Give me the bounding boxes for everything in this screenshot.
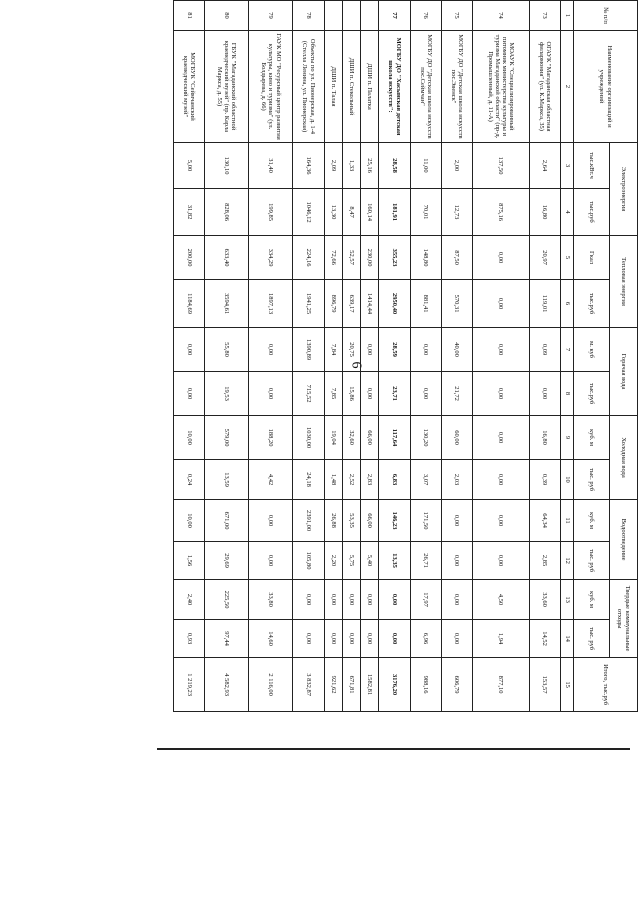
- value-cell: 13,35: [379, 542, 410, 580]
- header-cold-water: Холодная вода: [610, 416, 638, 500]
- value-cell: 26,71: [410, 542, 441, 580]
- org-name-cell: МОГБУ ДО "Хасынская детская школа искусств":: [379, 31, 410, 143]
- value-cell: 2,00: [441, 143, 472, 189]
- org-name-cell: МОГБУК "Сеймчанский краеведческий музей": [174, 31, 205, 143]
- value-cell: 16,80: [529, 189, 560, 236]
- value-cell: 33,60: [529, 580, 560, 620]
- value-cell: 0,00: [174, 328, 205, 372]
- org-name-cell: МОГБУ ДО "Детская школа искусств пос.Эвенск": [441, 31, 472, 143]
- footer-rule: [157, 748, 630, 750]
- value-cell: 0,00: [472, 280, 529, 328]
- value-cell: 3176,20: [379, 658, 410, 712]
- value-cell: 988,16: [410, 658, 441, 712]
- value-cell: 0,00: [342, 580, 360, 620]
- value-cell: 1941,25: [293, 280, 324, 328]
- value-cell: 0,00: [441, 500, 472, 542]
- value-cell: 0,00: [324, 620, 342, 658]
- value-cell: 2,09: [324, 143, 342, 189]
- column-number: 15: [561, 658, 574, 712]
- value-cell: 0,00: [249, 372, 293, 416]
- value-cell: 181,91: [379, 189, 410, 236]
- value-cell: 26,88: [324, 500, 342, 542]
- subheader-unit: тыс. руб: [574, 620, 610, 658]
- value-cell: 2 116,00: [249, 658, 293, 712]
- value-cell: 13,59: [205, 460, 249, 500]
- value-cell: 0,24: [174, 460, 205, 500]
- value-cell: 5,75: [342, 542, 360, 580]
- value-cell: 0,09: [529, 328, 560, 372]
- value-cell: 153,57: [529, 658, 560, 712]
- header-hot-water: Горячая вода: [610, 328, 638, 416]
- value-cell: 0,00: [293, 620, 324, 658]
- value-cell: 29,69: [205, 542, 249, 580]
- table-container: [173, 0, 638, 711]
- value-cell: 5,40: [361, 542, 379, 580]
- value-cell: 0,00: [529, 372, 560, 416]
- value-cell: 10,00: [174, 416, 205, 460]
- value-cell: 0,00: [361, 372, 379, 416]
- value-cell: 28,59: [379, 328, 410, 372]
- subheader-unit: Гкал: [574, 236, 610, 280]
- org-name-cell: МОАУК "Специализированный питомник министерства культуры и туризма Магаданской области" (пр-д. Промышленный, д. 11-А): [472, 31, 529, 143]
- value-cell: 87,50: [441, 236, 472, 280]
- subheader-unit: тыс.руб: [574, 280, 610, 328]
- value-cell: 0,00: [361, 620, 379, 658]
- org-name-cell: МОГБУ ДО "Детская школа искусств пос.Сеймчан": [410, 31, 441, 143]
- value-cell: 0,39: [529, 460, 560, 500]
- value-cell: 0,00: [441, 620, 472, 658]
- value-cell: 0,00: [410, 372, 441, 416]
- value-cell: 570,31: [441, 280, 472, 328]
- row-number: 75: [441, 1, 472, 31]
- header-electricity: Электроэнергия: [610, 143, 638, 236]
- table-row: [529, 1, 560, 712]
- value-cell: 11,00: [410, 143, 441, 189]
- value-cell: 0,00: [342, 620, 360, 658]
- value-cell: 4,50: [472, 580, 529, 620]
- row-number: 80: [205, 1, 249, 31]
- row-number: [342, 1, 360, 31]
- value-cell: 0,00: [472, 372, 529, 416]
- value-cell: 671,00: [205, 500, 249, 542]
- value-cell: 0,00: [472, 416, 529, 460]
- org-name-cell: ГБУК "Магаданский областной краеведческий музей" (пр. Карла Маркса, д. 55): [205, 31, 249, 143]
- row-number: [324, 1, 342, 31]
- value-cell: 633,40: [205, 236, 249, 280]
- row-number: 79: [249, 1, 293, 31]
- value-cell: 199,85: [249, 189, 293, 236]
- org-name-cell: ГАУК МО "Ресурсный центр развития культуры, кино и туризма" (ул. Болдырева, д. 66): [249, 31, 293, 143]
- column-number: 1: [561, 1, 574, 31]
- column-number: 14: [561, 620, 574, 658]
- value-cell: 0,00: [361, 328, 379, 372]
- value-cell: 2,03: [441, 460, 472, 500]
- value-cell: 2950,40: [379, 280, 410, 328]
- value-cell: 188,20: [249, 416, 293, 460]
- value-cell: 225,50: [205, 580, 249, 620]
- value-cell: 0,00: [249, 542, 293, 580]
- value-cell: 896,79: [324, 280, 342, 328]
- page-number: 6: [348, 361, 364, 369]
- org-name-cell: ДШИ п. Талая: [324, 31, 342, 143]
- org-name-cell: ДШИ п. Палатка: [361, 31, 379, 143]
- value-cell: 31,40: [249, 143, 293, 189]
- value-cell: 3594,61: [205, 280, 249, 328]
- value-cell: 0,00: [379, 580, 410, 620]
- value-cell: 160,14: [361, 189, 379, 236]
- column-number: 11: [561, 500, 574, 542]
- value-cell: 1582,81: [361, 658, 379, 712]
- table-row: [324, 1, 342, 712]
- value-cell: 6,83: [379, 460, 410, 500]
- value-cell: 21,72: [441, 372, 472, 416]
- value-cell: 1,56: [174, 542, 205, 580]
- subheader-unit: тыс. руб: [574, 542, 610, 580]
- value-cell: 164,36: [293, 143, 324, 189]
- org-name-cell: ДШИ п. Стекольный: [342, 31, 360, 143]
- value-cell: 72,66: [324, 236, 342, 280]
- value-cell: 0,00: [441, 542, 472, 580]
- value-cell: 52,57: [342, 236, 360, 280]
- value-cell: 17,97: [410, 580, 441, 620]
- value-cell: 0,00: [249, 500, 293, 542]
- value-cell: 2,85: [529, 542, 560, 580]
- table-row: [174, 1, 205, 712]
- value-cell: 12,73: [441, 189, 472, 236]
- value-cell: 0,00: [379, 620, 410, 658]
- value-cell: 23,71: [379, 372, 410, 416]
- table-row: [342, 1, 360, 712]
- value-cell: 230,00: [361, 236, 379, 280]
- header-heat: Тепловая энергия: [610, 236, 638, 328]
- column-number: 13: [561, 580, 574, 620]
- value-cell: 1,48: [324, 460, 342, 500]
- value-cell: 171,50: [410, 500, 441, 542]
- org-name-cell: ОГАУК "Магаданская областная филармония" (ул. К.Маркса, 35): [529, 31, 560, 143]
- table-row: [293, 1, 324, 712]
- value-cell: 0,93: [174, 620, 205, 658]
- value-cell: 0,00: [293, 580, 324, 620]
- value-cell: 877,10: [472, 658, 529, 712]
- value-cell: 0,00: [441, 580, 472, 620]
- value-cell: 53,35: [342, 500, 360, 542]
- subheader-unit: тыс.руб: [574, 372, 610, 416]
- value-cell: 0,00: [472, 328, 529, 372]
- table-row: [441, 1, 472, 712]
- column-number: 2: [561, 31, 574, 143]
- value-cell: 130,10: [205, 143, 249, 189]
- row-number: 77: [379, 1, 410, 31]
- value-cell: 921,62: [324, 658, 342, 712]
- value-cell: 0,00: [472, 460, 529, 500]
- subheader-unit: тыс. руб: [574, 460, 610, 500]
- subheader-unit: куб. м: [574, 500, 610, 542]
- value-cell: 0,00: [174, 372, 205, 416]
- value-cell: 130,20: [410, 416, 441, 460]
- subheader-unit: м. куб: [574, 328, 610, 372]
- value-cell: 1 219,23: [174, 658, 205, 712]
- value-cell: 881,41: [410, 280, 441, 328]
- value-cell: 1046,12: [293, 189, 324, 236]
- value-cell: 148,80: [410, 236, 441, 280]
- column-number: 9: [561, 416, 574, 460]
- value-cell: 579,00: [205, 416, 249, 460]
- header-solid-waste: Твердые коммунальные отходы: [610, 580, 638, 658]
- value-cell: 7,84: [324, 328, 342, 372]
- value-cell: 33,80: [249, 580, 293, 620]
- value-cell: 10,00: [174, 500, 205, 542]
- value-cell: 19,04: [324, 416, 342, 460]
- value-cell: 8,47: [342, 189, 360, 236]
- value-cell: 0,00: [472, 542, 529, 580]
- value-cell: 2,83: [361, 460, 379, 500]
- value-cell: 16,80: [529, 416, 560, 460]
- table-row: [472, 1, 529, 712]
- value-cell: 2,40: [174, 580, 205, 620]
- table-row: [410, 1, 441, 712]
- value-cell: 2391,00: [293, 500, 324, 542]
- table-row: [205, 1, 249, 712]
- value-cell: 66,00: [361, 416, 379, 460]
- value-cell: 875,16: [472, 189, 529, 236]
- row-number: 73: [529, 1, 560, 31]
- value-cell: 20,97: [529, 236, 560, 280]
- column-number: 3: [561, 143, 574, 189]
- value-cell: 5,00: [174, 143, 205, 189]
- value-cell: 1184,69: [174, 280, 205, 328]
- value-cell: 224,16: [293, 236, 324, 280]
- utilities-table: [173, 0, 638, 712]
- value-cell: 55,80: [205, 328, 249, 372]
- value-cell: 105,80: [293, 542, 324, 580]
- value-cell: 3,07: [410, 460, 441, 500]
- column-number: 8: [561, 372, 574, 416]
- value-cell: 15,86: [342, 372, 360, 416]
- subheader-unit: куб. м: [574, 580, 610, 620]
- value-cell: 119,01: [529, 280, 560, 328]
- value-cell: 14,52: [529, 620, 560, 658]
- value-cell: 66,00: [361, 500, 379, 542]
- value-cell: 2,20: [324, 542, 342, 580]
- value-cell: 0,00: [410, 328, 441, 372]
- table-row: [361, 1, 379, 712]
- row-number: 81: [174, 1, 205, 31]
- value-cell: 25,16: [361, 143, 379, 189]
- subheader-unit: куб. м: [574, 416, 610, 460]
- value-cell: 606,79: [441, 658, 472, 712]
- value-cell: 64,34: [529, 500, 560, 542]
- value-cell: 31,82: [174, 189, 205, 236]
- value-cell: 200,00: [174, 236, 205, 280]
- value-cell: 146,23: [379, 500, 410, 542]
- value-cell: 1897,13: [249, 280, 293, 328]
- header-org-name: Наименование организаций и учреждений: [574, 31, 638, 143]
- value-cell: 13,30: [324, 189, 342, 236]
- row-number: [361, 1, 379, 31]
- value-cell: 0,00: [472, 236, 529, 280]
- value-cell: 1,94: [472, 620, 529, 658]
- value-cell: 715,52: [293, 372, 324, 416]
- value-cell: 70,01: [410, 189, 441, 236]
- value-cell: 40,00: [441, 328, 472, 372]
- column-number: 12: [561, 542, 574, 580]
- row-number: 74: [472, 1, 529, 31]
- value-cell: 334,29: [249, 236, 293, 280]
- subheader-unit: тыс.кВт.ч: [574, 143, 610, 189]
- org-name-cell: Объекты по ул. Пионерская, д. 1-4 (Стелла Ленина, ул. Пионерская): [293, 31, 324, 143]
- value-cell: 0,00: [324, 580, 342, 620]
- value-cell: 7,85: [324, 372, 342, 416]
- value-cell: 19,53: [205, 372, 249, 416]
- value-cell: 4 582,93: [205, 658, 249, 712]
- column-number: 4: [561, 189, 574, 236]
- header-total: Итого, тыс.руб: [574, 658, 638, 712]
- column-number: 5: [561, 236, 574, 280]
- table-row: [249, 1, 293, 712]
- row-number: 76: [410, 1, 441, 31]
- table-row: [379, 1, 410, 712]
- column-number: 7: [561, 328, 574, 372]
- value-cell: 0,00: [249, 328, 293, 372]
- value-cell: 4,42: [249, 460, 293, 500]
- value-cell: 20,75: [342, 328, 360, 372]
- value-cell: 671,81: [342, 658, 360, 712]
- value-cell: 1030,00: [293, 416, 324, 460]
- value-cell: 60,00: [441, 416, 472, 460]
- subheader-unit: тыс.руб: [574, 189, 610, 236]
- value-cell: 2,52: [342, 460, 360, 500]
- value-cell: 24,18: [293, 460, 324, 500]
- value-cell: 355,23: [379, 236, 410, 280]
- value-cell: 2,64: [529, 143, 560, 189]
- value-cell: 1390,89: [293, 328, 324, 372]
- value-cell: 117,64: [379, 416, 410, 460]
- header-drainage: Водоотведение: [610, 500, 638, 580]
- value-cell: 97,44: [205, 620, 249, 658]
- row-number: 78: [293, 1, 324, 31]
- value-cell: 137,50: [472, 143, 529, 189]
- value-cell: 0,00: [361, 580, 379, 620]
- column-number: 6: [561, 280, 574, 328]
- header-row-no: № п/п: [574, 1, 638, 31]
- value-cell: 828,06: [205, 189, 249, 236]
- value-cell: 32,60: [342, 416, 360, 460]
- value-cell: 6,96: [410, 620, 441, 658]
- value-cell: 1,33: [342, 143, 360, 189]
- column-number: 10: [561, 460, 574, 500]
- value-cell: 1414,44: [361, 280, 379, 328]
- value-cell: 639,17: [342, 280, 360, 328]
- value-cell: 0,00: [472, 500, 529, 542]
- value-cell: 3 832,87: [293, 658, 324, 712]
- value-cell: 14,60: [249, 620, 293, 658]
- value-cell: 28,58: [379, 143, 410, 189]
